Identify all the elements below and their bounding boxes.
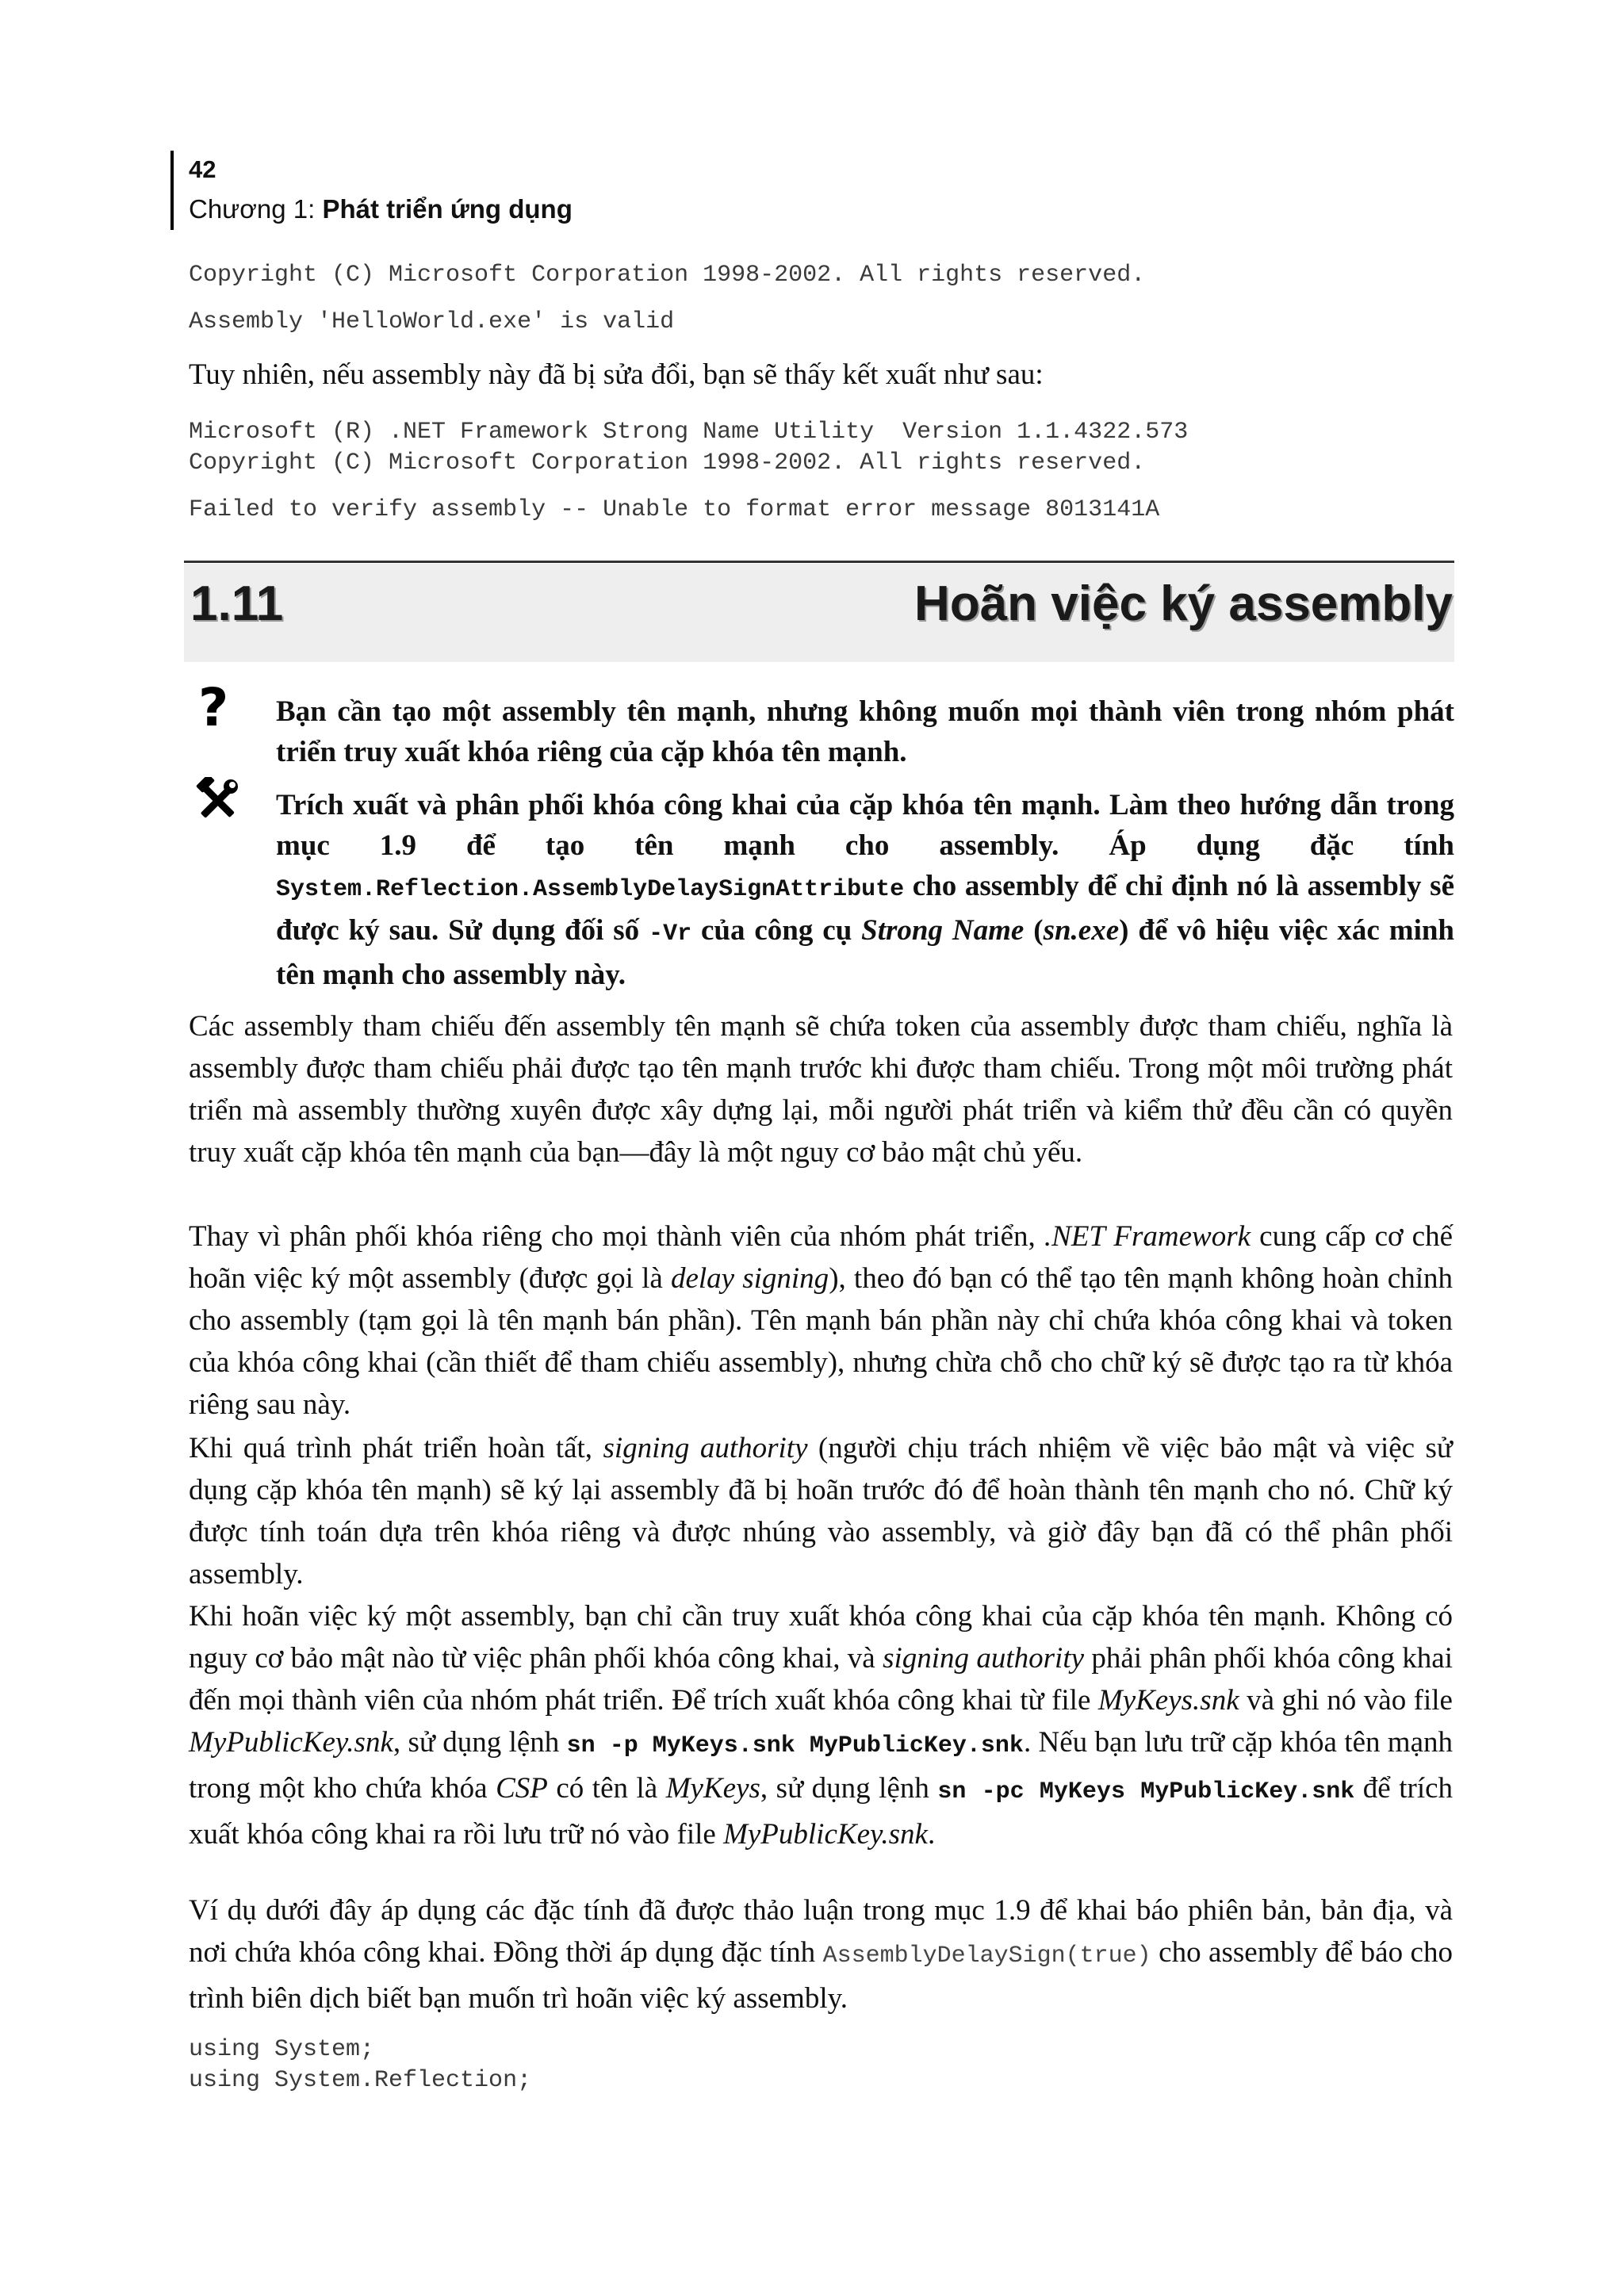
problem-statement: Bạn cần tạo một assembly tên mạnh, nhưng không muốn mọi thành viên trong nhóm phát triển truy xuất khóa riêng của cặp khóa tên mạnh. xyxy=(276,695,1454,768)
inline-code: sn -pc MyKeys MyPublicKey.snk xyxy=(937,1778,1355,1805)
page-number: 42 xyxy=(189,155,216,183)
code-line: Copyright (C) Microsoft Corporation 1998-2002. All rights reserved. xyxy=(189,450,1146,477)
body-paragraph: Các assembly tham chiếu đến assembly tên mạnh sẽ chứa token của assembly được tham chiếu, nghĩa là assembly được tham chiếu phải được tạo tên mạnh trước khi được tham chiếu. Trong một môi trường phát triển mà assembly thường xuyên được xây dựng lại, mỗi người phát triển và kiểm thử đều cần có quyền truy xuất cặp khóa tên mạnh của bạn—đây là một nguy cơ bảo mật chủ yếu. xyxy=(189,1010,1453,1169)
solution-text: của công cụ xyxy=(691,914,862,947)
emphasis: CSP xyxy=(496,1772,548,1805)
emphasis: MyKeys xyxy=(665,1772,760,1805)
chapter-title: Phát triển ứng dụng xyxy=(322,194,573,224)
header-rule xyxy=(170,151,174,230)
text-run: Ví dụ dưới đây áp dụng các đặc tính đã được thảo luận trong mục 1.9 để khai báo phiên bản, bản địa, và nơi chứa khóa công khai. Đồng thời áp dụng đặc tính xyxy=(189,1894,1453,1969)
text-run: . Nếu bạn lưu trữ cặp khóa tên mạnh trong một kho chứa khóa xyxy=(189,1726,1454,1805)
emphasis: MyPublicKey.snk xyxy=(189,1726,393,1759)
emphasis: delay signing xyxy=(670,1262,829,1295)
text-run: và ghi nó vào file xyxy=(1239,1684,1453,1717)
text-run: Thay vì phân phối khóa riêng cho mọi thành viên của nhóm phát triển, xyxy=(189,1220,1044,1253)
code-line: using System; xyxy=(189,2036,375,2063)
code-line: Failed to verify assembly -- Unable to format error message 8013141A xyxy=(189,496,1160,523)
body-paragraph xyxy=(189,1427,1453,1595)
solution-text: ( xyxy=(1024,914,1044,947)
section-number: 1.11 xyxy=(190,576,284,631)
body-paragraph xyxy=(189,1889,1453,2019)
code-line: Assembly 'HelloWorld.exe' is valid xyxy=(189,308,675,335)
inline-code: sn -p MyKeys.snk MyPublicKey.snk xyxy=(566,1732,1024,1759)
inline-code: -Vr xyxy=(649,921,692,947)
text-run: , sử dụng lệnh xyxy=(393,1726,567,1759)
code-line: Microsoft (R) .NET Framework Strong Name Utility Version 1.1.4322.573 xyxy=(189,419,1189,446)
emphasis: sn.exe xyxy=(1043,914,1120,947)
solution-text: cho assembly để chỉ định nó là assembly sẽ được ký sau. Sử dụng đối số xyxy=(276,870,1454,947)
solution-text: ) để vô hiệu việc xác minh tên mạnh cho assembly này. xyxy=(276,914,1455,991)
text-run: cung cấp cơ chế hoãn việc ký một assembly (được gọi là xyxy=(189,1220,1453,1295)
text-run: Khi hoãn việc ký một assembly, bạn chỉ cần truy xuất khóa công khai của cặp khóa tên mạnh. Không có nguy cơ bảo mật nào từ việc phân phối khóa công khai, và xyxy=(189,1600,1453,1675)
code-line: Copyright (C) Microsoft Corporation 1998-2002. All rights reserved. xyxy=(189,262,1146,289)
tools-icon xyxy=(193,777,241,825)
text-run: để trích xuất khóa công khai ra rồi lưu trữ nó vào file xyxy=(189,1772,1454,1851)
code-line: using System.Reflection; xyxy=(189,2067,532,2094)
body-paragraph xyxy=(189,1215,1453,1426)
text-run: cho assembly để báo cho trình biên dịch biết bạn muốn trì hoãn việc ký assembly. xyxy=(189,1936,1453,2015)
body-paragraph xyxy=(189,1595,1453,1855)
text-run: có tên là xyxy=(547,1772,666,1805)
emphasis: Strong Name xyxy=(861,914,1025,947)
emphasis: MyPublicKey.snk xyxy=(723,1818,928,1851)
text-run: ), theo đó bạn có thể tạo tên mạnh không hoàn chỉnh cho assembly (tạm gọi là tên mạnh bán phần). Tên mạnh bán phần này chỉ chứa khóa công khai và token của khóa công khai (cần thiết để tham chiếu assembly), nhưng chừa chỗ cho chữ ký sẽ được tạo ra từ khóa riêng sau này. xyxy=(189,1262,1453,1421)
inline-code: AssemblyDelaySign(true) xyxy=(822,1943,1151,1970)
emphasis: .NET Framework xyxy=(1044,1220,1251,1253)
section-rule xyxy=(184,561,1454,563)
intro-paragraph: Tuy nhiên, nếu assembly này đã bị sửa đổi, bạn sẽ thấy kết xuất như sau: xyxy=(189,358,1044,391)
text-run: Khi quá trình phát triển hoàn tất, xyxy=(189,1432,603,1464)
text-run: phải phân phối khóa công khai đến mọi thành viên của nhóm phát triển. Để trích xuất khóa công khai từ file xyxy=(189,1642,1453,1717)
inline-code: System.Reflection.AssemblyDelaySignAttribute xyxy=(276,876,905,903)
solution-text: Trích xuất và phân phối khóa công khai của cặp khóa tên mạnh. Làm theo hướng dẫn trong mục 1.9 để tạo tên mạnh cho assembly. Áp dụng đặc tính xyxy=(276,789,1454,862)
emphasis: signing authority xyxy=(603,1432,808,1464)
emphasis: MyKeys.snk xyxy=(1097,1684,1239,1717)
chapter-heading xyxy=(189,194,573,224)
text-run: . xyxy=(927,1818,936,1851)
chapter-prefix: Chương 1: xyxy=(189,194,323,224)
text-run: , sử dụng lệnh xyxy=(760,1772,938,1805)
solution-statement xyxy=(276,785,1454,995)
question-mark-icon: ? xyxy=(198,677,229,738)
emphasis: signing authority xyxy=(883,1642,1085,1675)
text-run: (người chịu trách nhiệm về việc bảo mật và việc sử dụng cặp khóa tên mạnh) sẽ ký lại assembly đã bị hoãn trước đó để hoàn thành tên mạnh cho nó. Chữ ký được tính toán dựa trên khóa riêng và được nhúng vào assembly, và giờ đây bạn đã có thể phân phối assembly. xyxy=(189,1432,1453,1591)
section-title: Hoãn việc ký assembly xyxy=(914,576,1453,631)
